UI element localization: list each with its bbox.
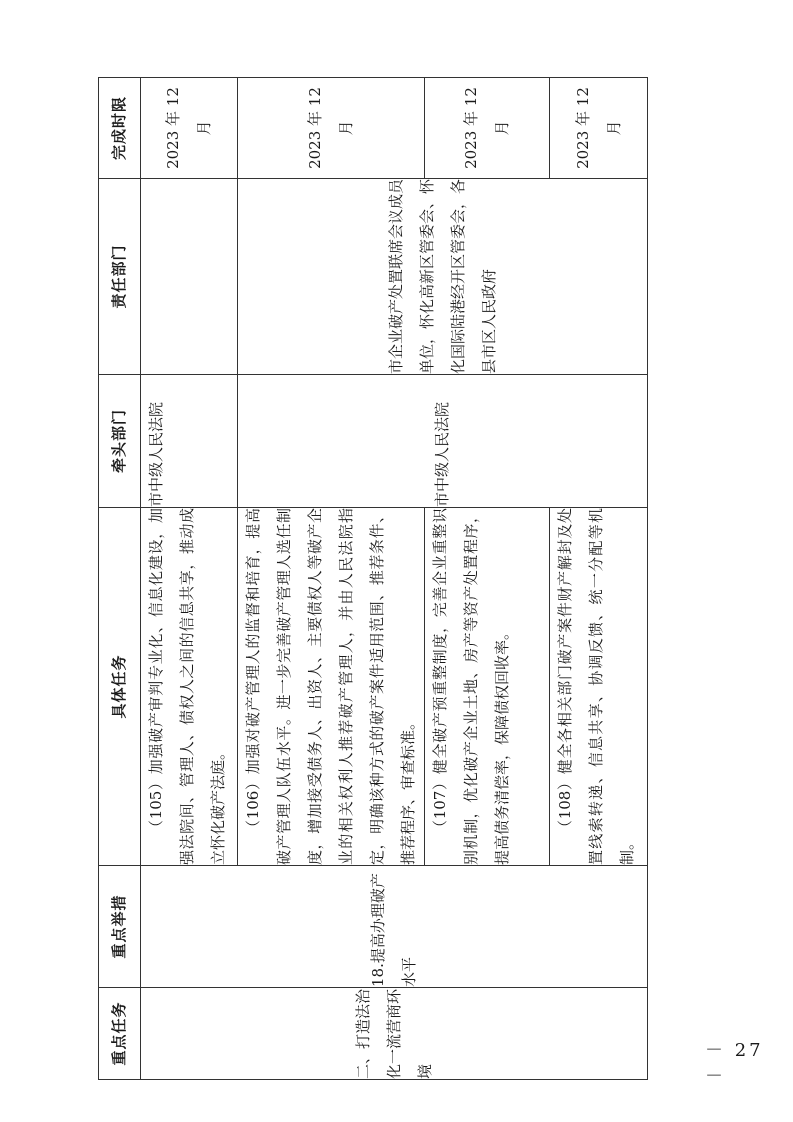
- deadline-cell-106: [238, 78, 425, 179]
- task-cell-105: [141, 508, 238, 866]
- key-measure-text: 18.提高办理破产水平: [369, 873, 418, 987]
- rotated-table-sheet: [98, 78, 642, 1080]
- header-resp-dept: 责任部门: [99, 179, 141, 375]
- header-specific-task: 具体任务: [99, 508, 141, 866]
- deadline-text-105: 2023 年 12 月: [164, 87, 213, 169]
- task-text-108: （108）健全各相关部门破产案件财产解封及处置线索转递、信息共享、协调反馈、统一分配等机制。: [556, 508, 636, 865]
- header-key-task: 重点任务: [99, 988, 141, 1080]
- key-task-cell: [141, 988, 648, 1080]
- task-cell-106: [238, 508, 425, 866]
- lead-group-text: 市中级人民法院: [433, 401, 451, 507]
- resp-cell-105: [141, 179, 238, 375]
- header-row: [99, 78, 141, 1080]
- lead-group-cell: [238, 375, 648, 508]
- task-cell-108: [550, 508, 648, 866]
- resp-group-cell: [238, 179, 648, 375]
- task-cell-107: [425, 508, 550, 866]
- lead-text-105: 市中级人民法院: [147, 401, 165, 507]
- deadline-cell-108: [550, 78, 648, 179]
- deadline-text-106: 2023 年 12 月: [306, 87, 355, 169]
- deadline-text-107: 2023 年 12 月: [462, 87, 511, 169]
- header-deadline: 完成时限: [99, 78, 141, 179]
- key-measure-cell: [141, 866, 648, 988]
- deadline-cell-107: [425, 78, 550, 179]
- lead-cell-105: [141, 375, 238, 508]
- header-lead-dept: 牵头部门: [99, 375, 141, 508]
- task-text-106: （106）加强对破产管理人的监督和培育，提高破产管理人队伍水平。进一步完善破产管理人选任制度，增加接受债务人、出资人、主要债权人等破产企业的相关权利人推荐破产管理人，并由人民法院指定，明确该种方式的破产案件适用范围、推荐条件、推荐程序、审查标准。: [244, 508, 417, 865]
- task-table: [98, 77, 648, 1080]
- task-text-107: （107）健全破产预重整制度，完善企业重整识别机制，优化破产企业土地、房产等资产处置程序，提高债务清偿率，保障债权回收率。: [431, 508, 511, 865]
- task-text-105: （105）加强破产审判专业化、信息化建设，加强法院间、管理人、债权人之间的信息共享，推动成立怀化破产法庭。: [147, 508, 227, 865]
- key-task-text: 二、打造法治化一流营商环境: [353, 988, 434, 1079]
- page-number: － 27 －: [705, 1040, 764, 1087]
- deadline-cell-105: [141, 78, 238, 179]
- resp-group-text: 市企业破产处置联席会议成员单位，怀化高新区管委会、怀化国际陆港经开区管委会，各县市区人民政府: [386, 178, 498, 374]
- deadline-text-108: 2023 年 12 月: [573, 87, 623, 169]
- header-key-measure: 重点举措: [99, 866, 141, 988]
- table-row: [141, 78, 238, 1080]
